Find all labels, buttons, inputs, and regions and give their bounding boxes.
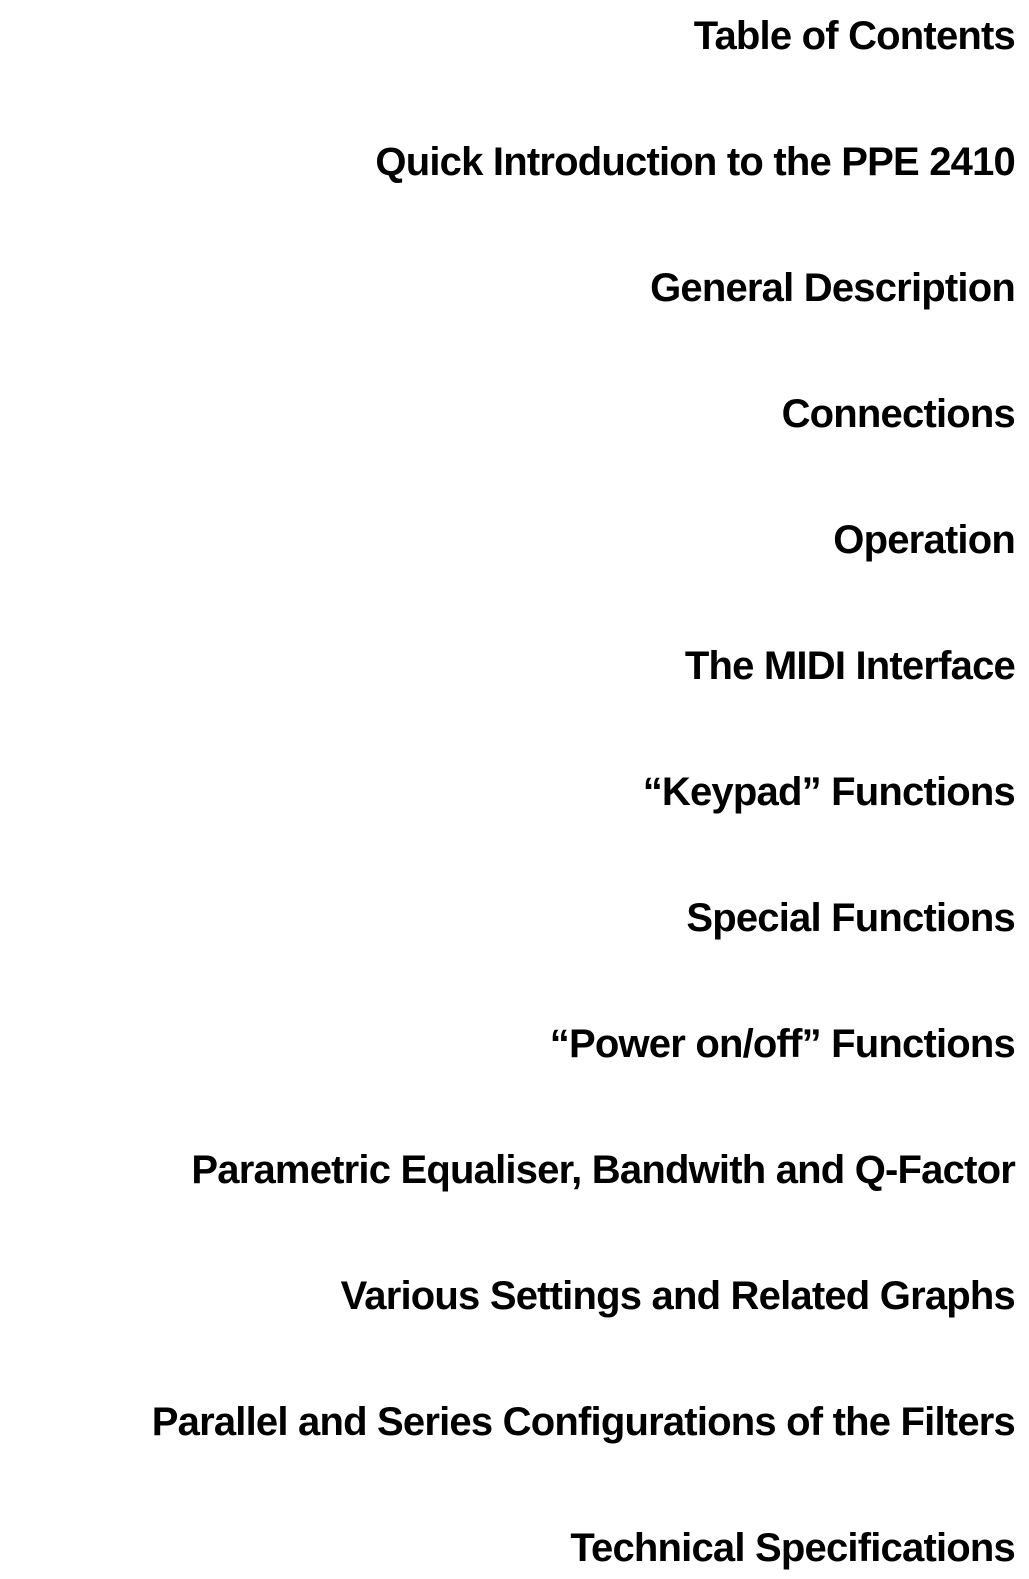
toc-entry: Operation (833, 518, 1015, 562)
toc-entry: The MIDI Interface (684, 644, 1015, 688)
page-title: Table of Contents (693, 14, 1015, 58)
toc-entry: Connections (781, 392, 1015, 436)
toc-entry: “Keypad” Functions (642, 770, 1015, 814)
toc-entry: Various Settings and Related Graphs (340, 1274, 1015, 1318)
toc-entry: Quick Introduction to the PPE 2410 (375, 140, 1015, 184)
toc-entry: General Description (650, 266, 1015, 310)
toc-entry: Parallel and Series Configurations of the Filters (151, 1400, 1015, 1444)
toc-entry: Special Functions (686, 896, 1015, 940)
toc-entry: “Power on/off” Functions (549, 1022, 1015, 1066)
toc-entry: Technical Specifications (570, 1526, 1015, 1570)
toc-entry: Parametric Equaliser, Bandwith and Q-Factor (191, 1148, 1015, 1192)
